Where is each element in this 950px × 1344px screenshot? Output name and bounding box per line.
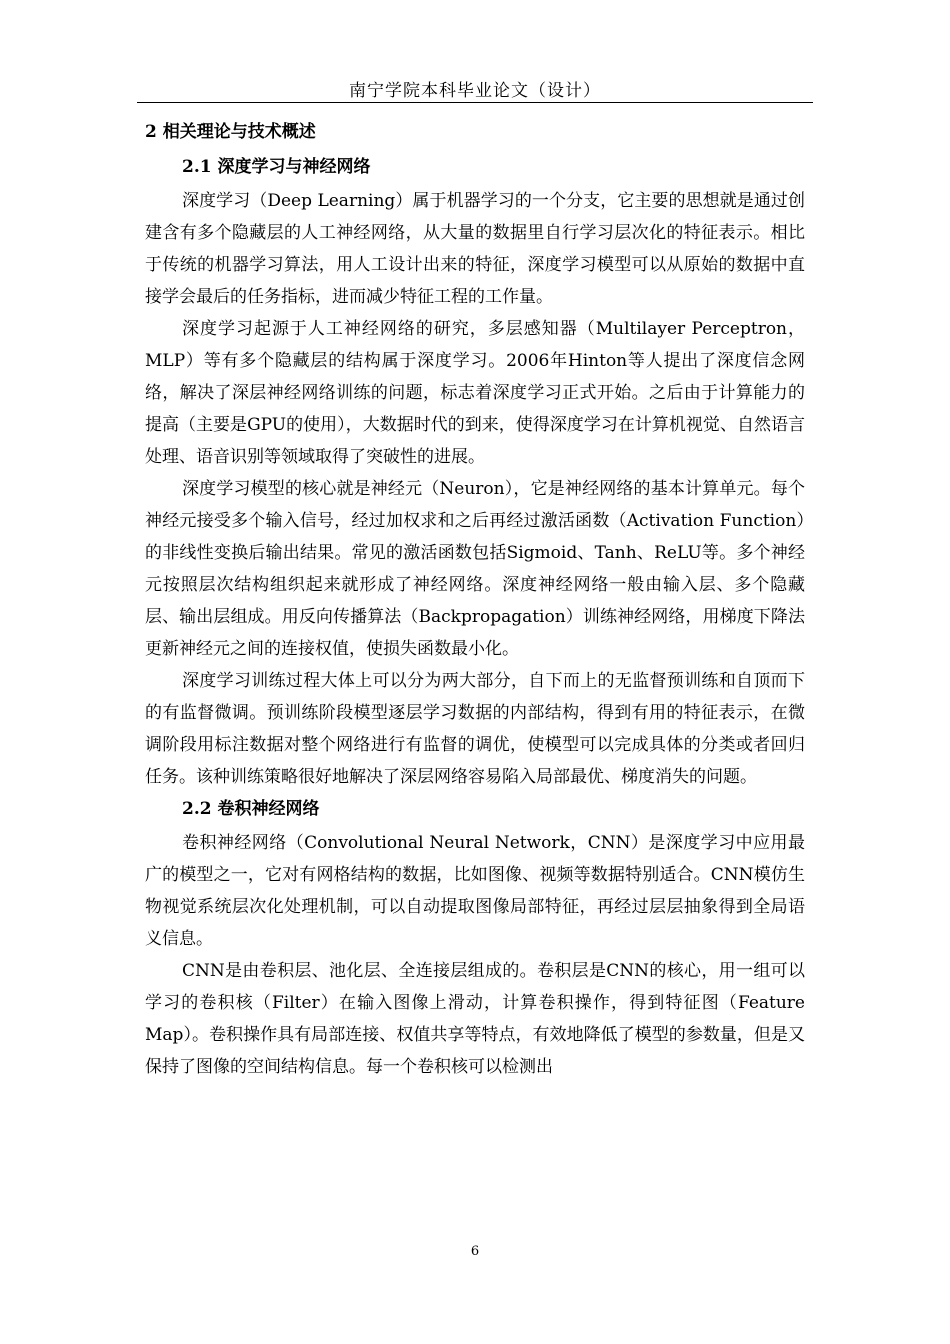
- page-header: 南宁学院本科毕业论文（设计）: [349, 81, 601, 101]
- section-heading-2-2: 2.2 卷积神经网络: [182, 799, 320, 819]
- paragraph: 深度学习（Deep Learning）属于机器学习的一个分支，它主要的思想就是通过创建含有多个隐藏层的人工神经网络，从大量的数据里自行学习层次化的特征表示。相比于传统的机器学习算法，用人工设计出来的特征，深度学习模型可以从原始的数据中直接学会最后的任务指标，进而减少特征工程的工作量。: [145, 191, 805, 307]
- section-heading-2-1: 2.1 深度学习与神经网络: [182, 157, 371, 177]
- paragraph: 卷积神经网络（Convolutional Neural Network，CNN）是深度学习中应用最广的模型之一，它对有网格结构的数据，比如图像、视频等数据特别适合。CNN模仿生物视觉系统层次化处理机制，可以自动提取图像局部特征，再经过层层抽象得到全局语义信息。: [145, 833, 805, 949]
- paragraph: 深度学习起源于人工神经网络的研究，多层感知器（Multilayer Perceptron，MLP）等有多个隐藏层的结构属于深度学习。2006年Hinton等人提出了深度信念网络，解决了深层神经网络训练的问题，标志着深度学习正式开始。之后由于计算能力的提高（主要是GPU的使用），大数据时代的到来，使得深度学习在计算机视觉、自然语言处理、语音识别等领域取得了突破性的进展。: [145, 319, 805, 467]
- paragraph: 深度学习训练过程大体上可以分为两大部分，自下而上的无监督预训练和自顶而下的有监督微调。预训练阶段模型逐层学习数据的内部结构，得到有用的特征表示，在微调阶段用标注数据对整个网络进行有监督的调优，使模型可以完成具体的分类或者回归任务。该种训练策略很好地解决了深层网络容易陷入局部最优、梯度消失的问题。: [145, 671, 805, 787]
- header-rule: [137, 102, 813, 103]
- document-body: [145, 116, 805, 1083]
- chapter-heading: 2 相关理论与技术概述: [145, 122, 316, 142]
- page-number: 6: [470, 1244, 480, 1259]
- paragraph: CNN是由卷积层、池化层、全连接层组成的。卷积层是CNN的核心，用一组可以学习的卷积核（Filter）在输入图像上滑动，计算卷积操作，得到特征图（Feature Map）。卷积操作具有局部连接、权值共享等特点，有效地降低了模型的参数量，但是又保持了图像的空间结构信息。每一个卷积核可以检测出: [145, 961, 805, 1077]
- paragraph: 深度学习模型的核心就是神经元（Neuron），它是神经网络的基本计算单元。每个神经元接受多个输入信号，经过加权求和之后再经过激活函数（Activation Function）的非线性变换后输出结果。常见的激活函数包括Sigmoid、Tanh、ReLU等。多个神经元按照层次结构组织起来就形成了神经网络。深度神经网络一般由输入层、多个隐藏层、输出层组成。用反向传播算法（Backpropagation）训练神经网络，用梯度下降法更新神经元之间的连接权值，使损失函数最小化。: [145, 479, 805, 659]
